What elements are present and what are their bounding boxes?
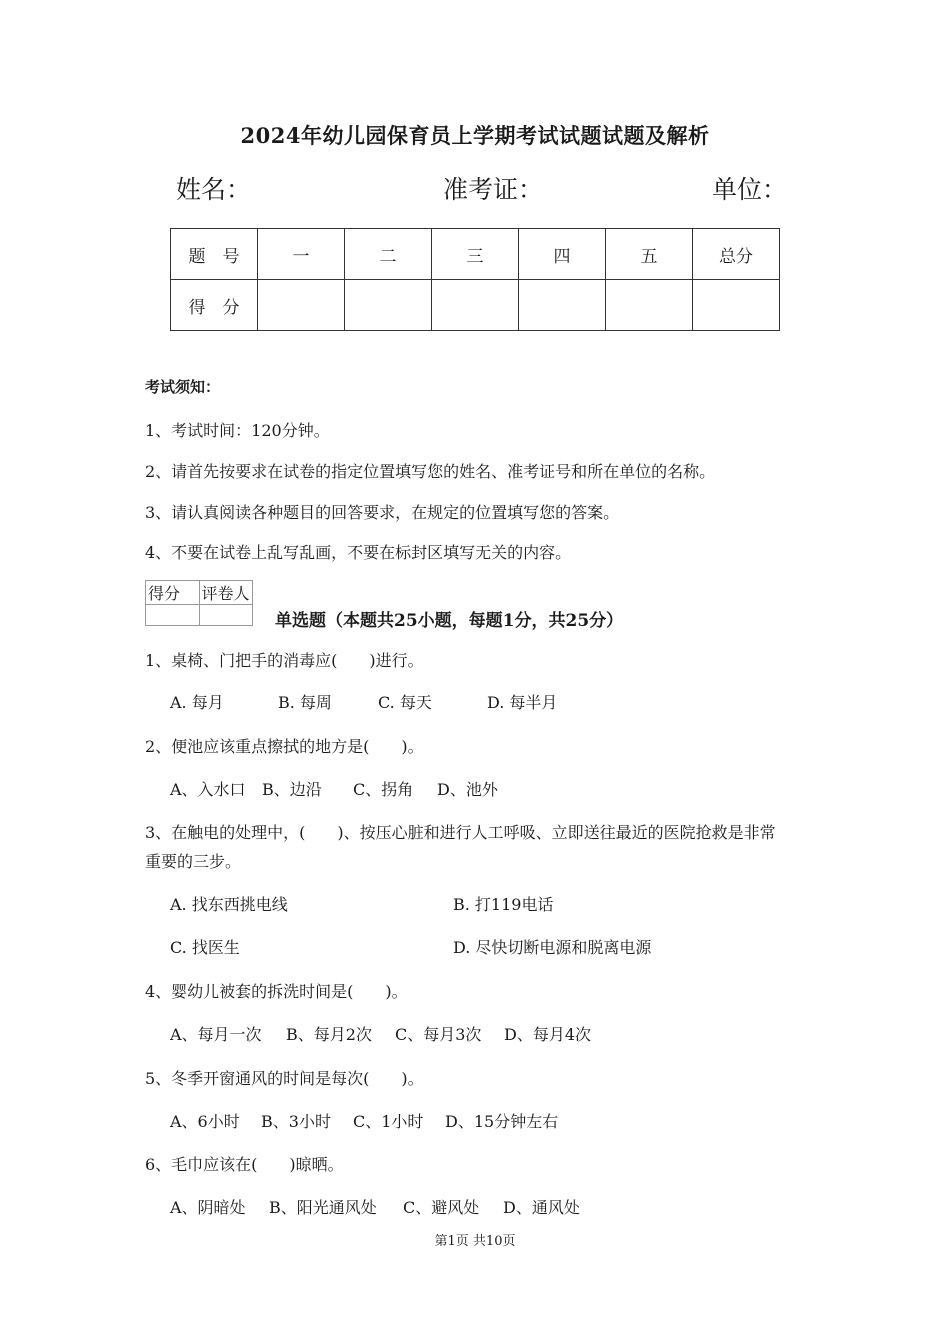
grader-name-label: 评卷人 [199, 581, 253, 605]
notice-item: 3、请认真阅读各种题目的回答要求，在规定的位置填写您的答案。 [145, 503, 620, 522]
page-title: 2024年幼儿园保育员上学期考试试题试题及解析 [240, 123, 710, 148]
score-table [170, 228, 780, 331]
grader-score-label: 得分 [146, 581, 200, 605]
question-text: 4、婴幼儿被套的拆洗时间是( )。 [145, 982, 408, 1001]
score-cell[interactable] [258, 280, 345, 331]
score-row-label: 得 分 [171, 280, 258, 331]
question-option[interactable]: B. 每周 [278, 693, 332, 712]
score-cell[interactable] [519, 280, 606, 331]
question-text: 5、冬季开窗通风的时间是每次( )。 [145, 1069, 424, 1088]
question-text: 1、桌椅、门把手的消毒应( )进行。 [145, 651, 424, 670]
grader-name-cell[interactable] [199, 605, 253, 626]
question-option[interactable]: A. 每月 [170, 693, 224, 712]
question-option[interactable]: D、池外 [437, 780, 498, 799]
question-text: 3、在触电的处理中，( )、按压心脏和进行人工呼吸、立即送往最近的医院抢救是非常 [145, 823, 776, 842]
question-text: 2、便池应该重点擦拭的地方是( )。 [145, 737, 424, 756]
score-header-cell: 三 [432, 229, 519, 280]
score-cell[interactable] [693, 280, 780, 331]
question-option[interactable]: D. 尽快切断电源和脱离电源 [453, 938, 652, 957]
question-option[interactable]: C. 每天 [378, 693, 432, 712]
exam-number-label: 准考证： [443, 175, 544, 204]
question-option[interactable]: B、每月2次 [286, 1025, 372, 1044]
question-option[interactable]: B、3小时 [261, 1112, 331, 1131]
score-header-cell: 二 [345, 229, 432, 280]
question-option[interactable]: A. 找东西挑电线 [170, 895, 288, 914]
grader-score-cell[interactable] [146, 605, 200, 626]
question-option[interactable]: D、通风处 [503, 1198, 580, 1217]
score-header-cell: 四 [519, 229, 606, 280]
question-text-continued: 重要的三步。 [145, 852, 242, 871]
question-option[interactable]: C、避风处 [403, 1198, 480, 1217]
question-option[interactable]: B. 打119电话 [453, 895, 554, 914]
score-table-score-row [171, 280, 780, 331]
question-option[interactable]: B、边沿 [262, 780, 322, 799]
score-header-cell: 题 号 [171, 229, 258, 280]
question-option[interactable]: A、阴暗处 [170, 1198, 246, 1217]
question-option[interactable]: D. 每半月 [487, 693, 558, 712]
grader-table [145, 580, 253, 626]
score-header-cell: 总分 [693, 229, 780, 280]
question-option[interactable]: A、6小时 [170, 1112, 240, 1131]
score-table-header-row [171, 229, 780, 280]
question-option[interactable]: C、拐角 [353, 780, 414, 799]
score-cell[interactable] [345, 280, 432, 331]
question-option[interactable]: C. 找医生 [170, 938, 240, 957]
unit-label: 单位： [712, 175, 788, 204]
name-label: 姓名： [176, 175, 252, 204]
notice-heading: 考试须知： [145, 378, 221, 396]
question-option[interactable]: D、每月4次 [504, 1025, 592, 1044]
notice-item: 2、请首先按要求在试卷的指定位置填写您的姓名、准考证号和所在单位的名称。 [145, 462, 716, 481]
question-text: 6、毛巾应该在( )晾晒。 [145, 1155, 344, 1174]
question-option[interactable]: C、1小时 [353, 1112, 424, 1131]
page-footer: 第1页 共10页 [434, 1234, 516, 1249]
question-option[interactable]: B、阳光通风处 [269, 1198, 377, 1217]
score-header-cell: 一 [258, 229, 345, 280]
score-header-cell: 五 [606, 229, 693, 280]
question-option[interactable]: A、入水口 [170, 780, 246, 799]
question-option[interactable]: A、每月一次 [170, 1025, 262, 1044]
score-cell[interactable] [606, 280, 693, 331]
question-option[interactable]: D、15分钟左右 [445, 1112, 559, 1131]
question-option[interactable]: C、每月3次 [395, 1025, 482, 1044]
notice-item: 4、不要在试卷上乱写乱画，不要在标封区填写无关的内容。 [145, 543, 572, 562]
score-cell[interactable] [432, 280, 519, 331]
section-heading: 单选题（本题共25小题，每题1分，共25分） [275, 611, 624, 631]
notice-item: 1、考试时间：120分钟。 [145, 421, 330, 440]
